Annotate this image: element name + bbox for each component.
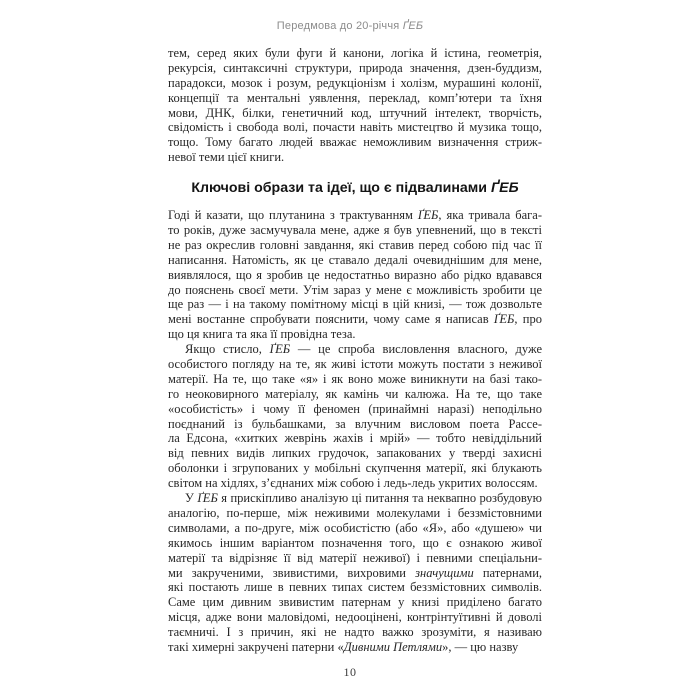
page-number: 10 — [343, 665, 357, 679]
paragraph — [168, 46, 542, 165]
text-line: матерії та відрізняє її від матерії неживої) і певними спеціальни- — [168, 550, 542, 565]
text-line: Годі й казати, що плутанина з трактуванням ҐЕБ, яка тривала бага- — [168, 208, 542, 223]
text-line: від певних видів липких грудочок, запакованих у тверді захисні — [168, 446, 542, 461]
text-line: тощо. Тому багато людей вважає неможливим визначення стриж- — [168, 135, 542, 150]
paragraph — [168, 342, 542, 491]
text-line: мені востанне спробувати пояснити, чому саме я написав ҐЕБ, про — [168, 312, 542, 327]
text-line: символами, а по-друге, між особистістю (або «Я», або «душею» чи — [168, 520, 542, 535]
text-line: світом на хідлях, з’єднаних між собою і ледь-ледь укритих волоссям. — [168, 476, 538, 491]
text-line: ще раз — і на такому помітному місці в цій книзі, — тож дозвольте — [168, 297, 542, 312]
text-line: парадокси, мозок і розум, редукціонізм і холізм, мурашині колонії, — [168, 75, 542, 90]
text-line: до пояснень своєї мети. Утім зараз у мене є можливість зробити це — [168, 282, 542, 297]
paragraph — [168, 208, 542, 342]
text-line: місця, адже вони маловідомі, недооцінені, контрінтуїтивні й доволі — [168, 610, 542, 625]
text-line: таємничі. І з причин, які не надто важко зрозуміти, я називаю — [168, 625, 542, 640]
text-line: такі химерні закручені патерни «Дивними Петлями», — цю назву — [168, 639, 519, 654]
text-line: особистого погляду на те, як живі істоти можуть постати з неживої — [168, 357, 542, 372]
text-line: не раз окреслив головні завдання, які ставив перед собою під час її — [168, 237, 542, 252]
running-head-text: Передмова до 20-річчя ҐЕБ — [276, 20, 424, 32]
text-line: написання. Натомість, як це ставало дедалі очевиднішим для мене, — [168, 252, 542, 267]
text-line: концепції та ментальні уявлення, переклад, комп’ютери та їхня — [168, 90, 542, 105]
text-line: «особистість» і чому її феномен (принаймні наразі) неподільно — [168, 401, 542, 416]
text-line: Саме цим дивним звивистим патернам у книзі приділено багато — [168, 595, 542, 610]
text-line: го неоковирного матеріалу, як камінь чи калюжа. На те, що таке — [168, 386, 542, 401]
text-column — [168, 46, 542, 655]
text-line: У ҐЕБ я прискіпливо аналізую ці питання та неквапно розбудовую — [185, 491, 542, 506]
text-line: ми закрученими, звивистими, вихровими значущими патернами, — [168, 565, 542, 580]
text-line: невої теми цієї книги. — [168, 150, 285, 165]
body-text — [168, 46, 542, 655]
text-line: виявлялося, що я зробив це недостатньо виразно або рідко вдавався — [168, 267, 542, 282]
text-line: Якщо стисло, ҐЕБ — це спроба висловлення власного, дуже — [185, 342, 542, 357]
text-line: рекурсія, синтаксичні структури, природа значення, дзен-буддизм, — [168, 60, 542, 75]
text-line: оболонки і згрупованих у мобільні скупчення матерії, які блукають — [168, 461, 542, 476]
text-line: поєднаний із бульбашками, за влучним висловом поета Рассе- — [168, 416, 542, 431]
paragraph — [168, 491, 542, 655]
text-line: мови, ДНК, білки, генетичний код, штучний інтелект, творчість, — [168, 105, 542, 120]
text-line: то років, дуже засмучувала мене, адже я був упевнений, що в тексті — [168, 223, 542, 238]
text-line: свідомість і свобода волі, почасти навіть мистецтво й музика тощо, — [168, 120, 542, 135]
running-head — [0, 20, 700, 32]
text-line: ла Едсона, «хитких жеврінь жахів і мрій» — тобто невіддільний — [168, 431, 542, 446]
text-line: тем, серед яких були фуги й канони, логіка й істина, геометрія, — [168, 46, 542, 60]
text-line: якимось іншим варіантом позначення того, що є ознакою живої — [168, 535, 542, 550]
text-line: що ця книга та яка її провідна теза. — [168, 327, 356, 342]
text-line: аналогію, по-перше, між неживими молекулами і беззмістовними — [168, 505, 542, 520]
section-heading: Ключові образи та ідеї, що є підвалинами ҐЕБ — [191, 180, 519, 197]
text-line: які постають лише в певних типах систем беззмістовних символів. — [168, 580, 542, 595]
text-line: матерії. На те, що таке «я» і як воно може виникнути на базі тако- — [168, 371, 542, 386]
